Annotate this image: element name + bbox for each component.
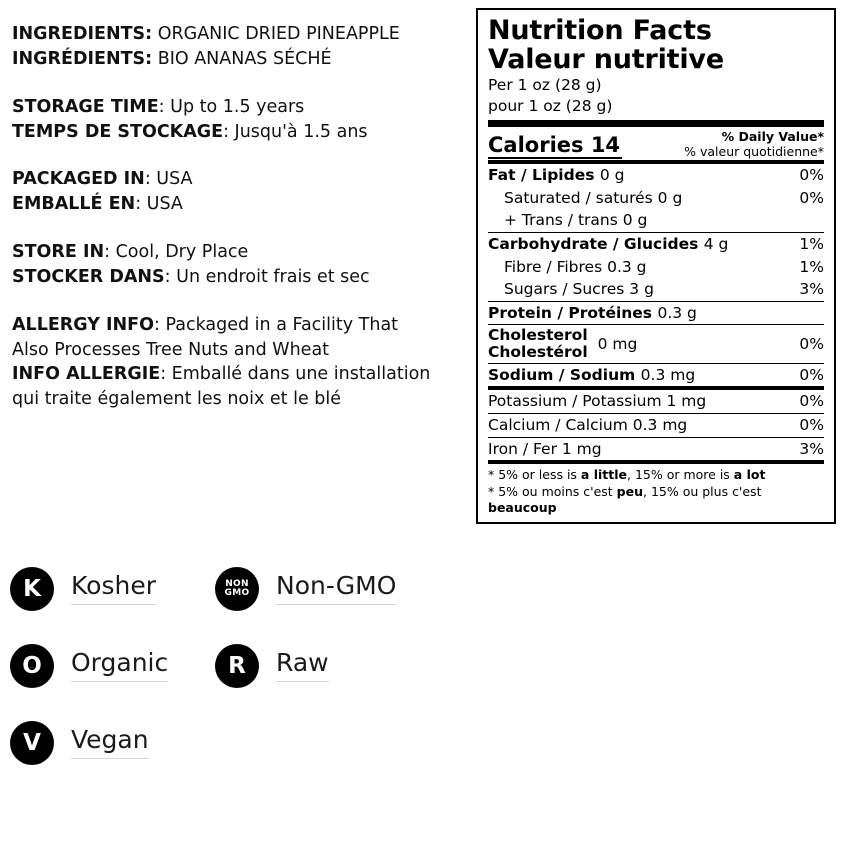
nutrient-name: Carbohydrate / Glucides 4 g [488, 235, 729, 254]
info-value: : USA [144, 169, 193, 190]
info-line [12, 47, 467, 72]
nutrient-row-calcium [488, 414, 824, 437]
nutrient-row-fat [488, 164, 824, 187]
nutrient-name: Potassium / Potassium 1 mg [488, 392, 707, 411]
info-value: : Emballé dans une installation [160, 364, 431, 385]
info-label: INFO ALLERGIE [12, 364, 161, 385]
daily-value-fr: % valeur quotidienne* [684, 144, 824, 160]
nutrient-name: Calcium / Calcium 0.3 mg [488, 416, 688, 435]
info-label: STORE IN [12, 242, 105, 263]
info-line [12, 22, 467, 47]
daily-value-header [684, 129, 824, 159]
info-label: INGRÉDIENTS: [12, 48, 153, 69]
badge-label: Raw [276, 650, 329, 682]
info-line [12, 387, 467, 412]
nutrient-row-saturated [488, 187, 824, 210]
nutrient-row-iron [488, 438, 824, 461]
nutrition-facts-panel [476, 8, 836, 524]
badge-row [10, 566, 470, 612]
info-value: : Jusqu'à 1.5 ans [223, 121, 368, 142]
kosher-icon: K [10, 567, 54, 611]
nutrient-percent: 0% [799, 365, 824, 384]
info-line [12, 313, 467, 338]
nutrient-name: Fat / Lipides 0 g [488, 166, 625, 185]
info-line [12, 362, 467, 387]
info-value: : Cool, Dry Place [104, 242, 249, 263]
nutrient-row-sugars [488, 278, 824, 301]
nutrient-amount: 0 mg [597, 334, 638, 353]
info-value: : Up to 1.5 years [158, 96, 305, 117]
nutrient-row-sodium [488, 364, 824, 387]
footnote-en: * 5% or less is a little, 15% or more is a lot [488, 467, 766, 483]
nutrient-percent: 0% [799, 334, 824, 353]
info-line [12, 120, 467, 145]
nutrient-percent: 1% [799, 257, 824, 276]
info-value: : Packaged in a Facility That [154, 314, 399, 335]
info-line [12, 338, 467, 363]
info-label: STOCKER DANS [12, 266, 165, 287]
nutrient-percent: 1% [799, 235, 824, 254]
badge-non-gmo [215, 567, 396, 611]
info-label: TEMPS DE STOCKAGE [12, 121, 224, 142]
nutrient-name: Iron / Fer 1 mg [488, 439, 602, 458]
calories-value: Calories 14 [488, 133, 621, 158]
serving-size-en: Per 1 oz (28 g) [488, 76, 602, 95]
info-line [12, 192, 467, 217]
nutrition-title-fr: Valeur nutritive [488, 44, 724, 76]
badge-label: Non-GMO [276, 573, 396, 605]
footnote-fr: * 5% ou moins c'est peu, 15% ou plus c'est beaucoup [488, 483, 762, 515]
nutrient-percent: 0% [799, 188, 824, 207]
badge-row [10, 643, 470, 689]
info-line [12, 265, 467, 290]
nutrient-row-cholesterol [488, 325, 824, 362]
info-value: : USA [135, 194, 183, 215]
nutrient-row-trans [488, 209, 824, 232]
info-label: STORAGE TIME [12, 96, 159, 117]
info-label: PACKAGED IN [12, 169, 145, 190]
badge-label: Organic [71, 650, 168, 682]
nutrient-row-protein [488, 302, 824, 325]
nutrient-name: Cholesterol Cholestérol [488, 326, 588, 362]
calories-row [488, 127, 824, 160]
nutrient-percent: 0% [799, 392, 824, 411]
nutrient-row-carbohydrate [488, 233, 824, 256]
info-value: qui traite également les noix et le blé [12, 389, 342, 410]
non-gmo-icon: NON GMO [215, 567, 259, 611]
badge-kosher [10, 567, 215, 611]
badge-organic [10, 644, 215, 688]
info-line [12, 240, 467, 265]
info-value: Also Processes Tree Nuts and Wheat [12, 339, 330, 360]
organic-icon: O [10, 644, 54, 688]
badge-row [10, 720, 470, 766]
info-line [12, 95, 467, 120]
raw-icon: R [215, 644, 259, 688]
info-value: ORGANIC DRIED PINEAPPLE [152, 24, 400, 44]
badge-label: Vegan [71, 727, 149, 759]
vegan-icon: V [10, 721, 54, 765]
info-block-storage-time [12, 95, 467, 145]
nutrient-name: Saturated / saturés 0 g [504, 188, 683, 207]
badge-vegan [10, 721, 215, 765]
nutrient-percent: 3% [799, 439, 824, 458]
badge-raw [215, 644, 329, 688]
info-block-allergy [12, 313, 467, 412]
info-block-ingredients [12, 22, 467, 72]
product-info-column [12, 22, 467, 435]
serving-size-fr: pour 1 oz (28 g) [488, 97, 613, 116]
info-label: INGREDIENTS: [12, 24, 153, 44]
info-block-store-in [12, 240, 467, 290]
nutrient-name: Sugars / Sucres 3 g [504, 280, 654, 299]
info-value: BIO ANANAS SÉCHÉ [152, 48, 332, 69]
nutrient-name: + Trans / trans 0 g [504, 211, 648, 230]
info-label: ALLERGY INFO [12, 314, 155, 335]
nutrient-name: Fibre / Fibres 0.3 g [504, 257, 647, 276]
nutrient-row-fibre [488, 256, 824, 279]
info-value: : Un endroit frais et sec [164, 266, 370, 287]
badge-label: Kosher [71, 573, 156, 605]
divider-thick [488, 120, 824, 127]
info-label: EMBALLÉ EN [12, 194, 136, 215]
certification-badges [10, 566, 470, 797]
nutrient-name: Sodium / Sodium 0.3 mg [488, 365, 696, 384]
nutrient-percent: 0% [799, 416, 824, 435]
info-block-packaged-in [12, 167, 467, 217]
nutrient-row-potassium [488, 390, 824, 413]
nutrient-percent: 3% [799, 280, 824, 299]
daily-value-en: % Daily Value* [721, 129, 824, 145]
nutrient-name: Protein / Protéines 0.3 g [488, 303, 697, 322]
info-line [12, 167, 467, 192]
nutrition-title-en: Nutrition Facts [488, 15, 712, 46]
nutrient-percent: 0% [799, 166, 824, 185]
